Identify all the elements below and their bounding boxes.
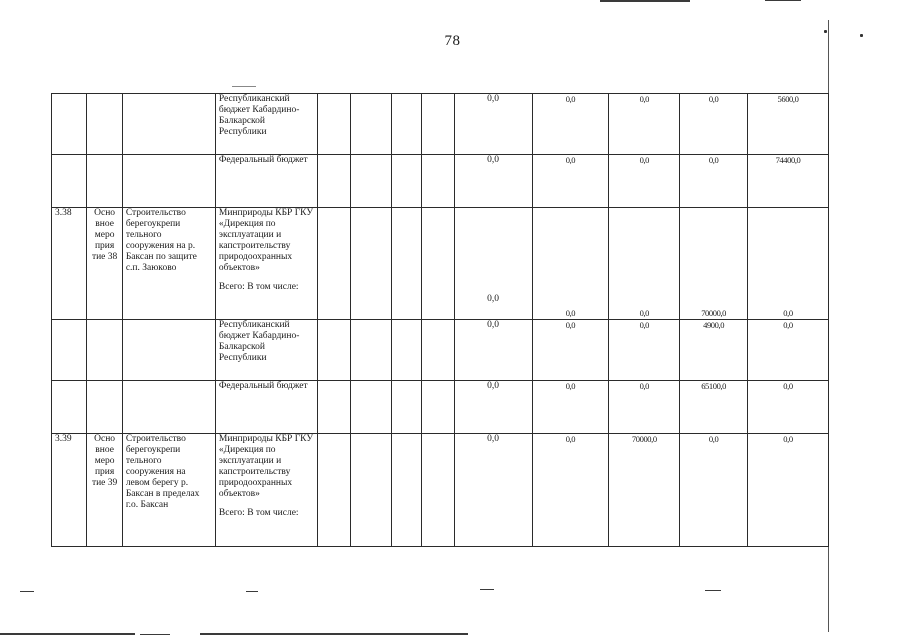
cell-value: 0,0 <box>532 94 609 155</box>
scan-artifact-bottom-dash <box>480 589 494 590</box>
cell-empty <box>422 320 454 381</box>
table-row <box>52 94 829 155</box>
cell-total: 0,0 <box>454 320 532 381</box>
cell-source: Республиканский бюджет Кабардино-Балкарской Республики <box>215 94 317 155</box>
cell-empty <box>351 320 391 381</box>
cell-value: 0,0 <box>748 320 829 381</box>
cell-empty <box>351 208 391 320</box>
cell-name <box>122 381 215 434</box>
cell-empty <box>318 381 351 434</box>
cell-index: 3.38 <box>52 208 87 320</box>
cell-value: 0,0 <box>532 434 609 547</box>
scan-artifact-bottom-dash <box>20 591 34 592</box>
cell-total: 0,0 <box>454 434 532 547</box>
cell-value: 0,0 <box>748 208 829 320</box>
cell-empty <box>422 381 454 434</box>
cell-value: 0,0 <box>680 434 748 547</box>
cell-empty <box>351 155 391 208</box>
cell-name <box>122 155 215 208</box>
budget-table <box>51 93 829 547</box>
scan-artifact-bottom-dash <box>705 590 721 591</box>
scan-artifact-bottom-line <box>0 633 135 635</box>
cell-source: Федеральный бюджет <box>215 381 317 434</box>
cell-name <box>122 94 215 155</box>
table-row <box>52 381 829 434</box>
cell-empty <box>318 434 351 547</box>
cell-kind <box>87 155 122 208</box>
cell-empty <box>391 94 421 155</box>
cell-name: Строительство берегоукрепи тельного сооружения на р. Баксан по защите с.п. Заюково <box>122 208 215 320</box>
total-label: Всего: В том числе: <box>218 282 299 292</box>
cell-value: 65100,0 <box>680 381 748 434</box>
cell-name: Строительство берегоукрепи тельного сооружения на левом берегу р. Баксан в пределах г.о. Баксан <box>122 434 215 547</box>
cell-empty <box>318 94 351 155</box>
cell-empty <box>391 320 421 381</box>
cell-value: 5600,0 <box>748 94 829 155</box>
scan-artifact-top <box>600 0 690 2</box>
cell-kind <box>87 381 122 434</box>
cell-value: 0,0 <box>609 320 680 381</box>
cell-source: Федеральный бюджет <box>215 155 317 208</box>
cell-kind: Осно вное меро прия тие 38 <box>87 208 122 320</box>
cell-name <box>122 320 215 381</box>
cell-empty <box>318 208 351 320</box>
cell-kind <box>87 320 122 381</box>
scan-artifact-top-dash <box>232 86 256 87</box>
cell-empty <box>391 155 421 208</box>
table-row <box>52 208 829 320</box>
cell-empty <box>391 434 421 547</box>
cell-kind: Осно вное меро прия тие 39 <box>87 434 122 547</box>
cell-source <box>215 434 317 547</box>
table-row <box>52 320 829 381</box>
cell-empty <box>391 208 421 320</box>
cell-value: 0,0 <box>532 208 609 320</box>
cell-index <box>52 94 87 155</box>
cell-empty <box>422 94 454 155</box>
source-text: Минприроды КБР ГКУ «Дирекция по эксплуатации и капстроительству природоохранных объектов» <box>218 434 314 499</box>
cell-source: Республиканский бюджет Кабардино-Балкарской Республики <box>215 320 317 381</box>
cell-total: 0,0 <box>454 94 532 155</box>
cell-empty <box>422 208 454 320</box>
cell-value: 74400,0 <box>748 155 829 208</box>
cell-value: 70000,0 <box>609 434 680 547</box>
cell-empty <box>318 155 351 208</box>
cell-empty <box>351 381 391 434</box>
scan-artifact-bottom-line <box>140 634 170 635</box>
cell-total: 0,0 <box>454 208 532 320</box>
cell-value: 0,0 <box>680 94 748 155</box>
cell-value: 0,0 <box>609 155 680 208</box>
cell-value: 70000,0 <box>680 208 748 320</box>
cell-index <box>52 320 87 381</box>
cell-value: 0,0 <box>609 381 680 434</box>
cell-value: 0,0 <box>748 434 829 547</box>
scan-artifact-top-short <box>765 0 801 1</box>
cell-empty <box>318 320 351 381</box>
cell-empty <box>391 381 421 434</box>
cell-empty <box>351 434 391 547</box>
scan-artifact-bottom-dash <box>246 591 258 592</box>
cell-total: 0,0 <box>454 381 532 434</box>
cell-value: 4900,0 <box>680 320 748 381</box>
total-label: Всего: В том числе: <box>218 508 299 518</box>
table-row <box>52 434 829 547</box>
source-text: Минприроды КБР ГКУ «Дирекция по эксплуатации и капстроительству природоохранных объектов» <box>218 208 314 273</box>
cell-index <box>52 381 87 434</box>
cell-empty <box>422 434 454 547</box>
cell-index <box>52 155 87 208</box>
cell-value: 0,0 <box>609 94 680 155</box>
cell-index: 3.39 <box>52 434 87 547</box>
page-number: 78 <box>444 33 461 49</box>
cell-value: 0,0 <box>532 381 609 434</box>
cell-value: 0,0 <box>609 208 680 320</box>
cell-value: 0,0 <box>532 155 609 208</box>
scan-artifact-bottom-line <box>200 633 468 635</box>
cell-value: 0,0 <box>532 320 609 381</box>
cell-empty <box>351 94 391 155</box>
table-row <box>52 155 829 208</box>
cell-source <box>215 208 317 320</box>
cell-total: 0,0 <box>454 155 532 208</box>
cell-value: 0,0 <box>680 155 748 208</box>
cell-empty <box>422 155 454 208</box>
cell-value: 0,0 <box>748 381 829 434</box>
cell-kind <box>87 94 122 155</box>
